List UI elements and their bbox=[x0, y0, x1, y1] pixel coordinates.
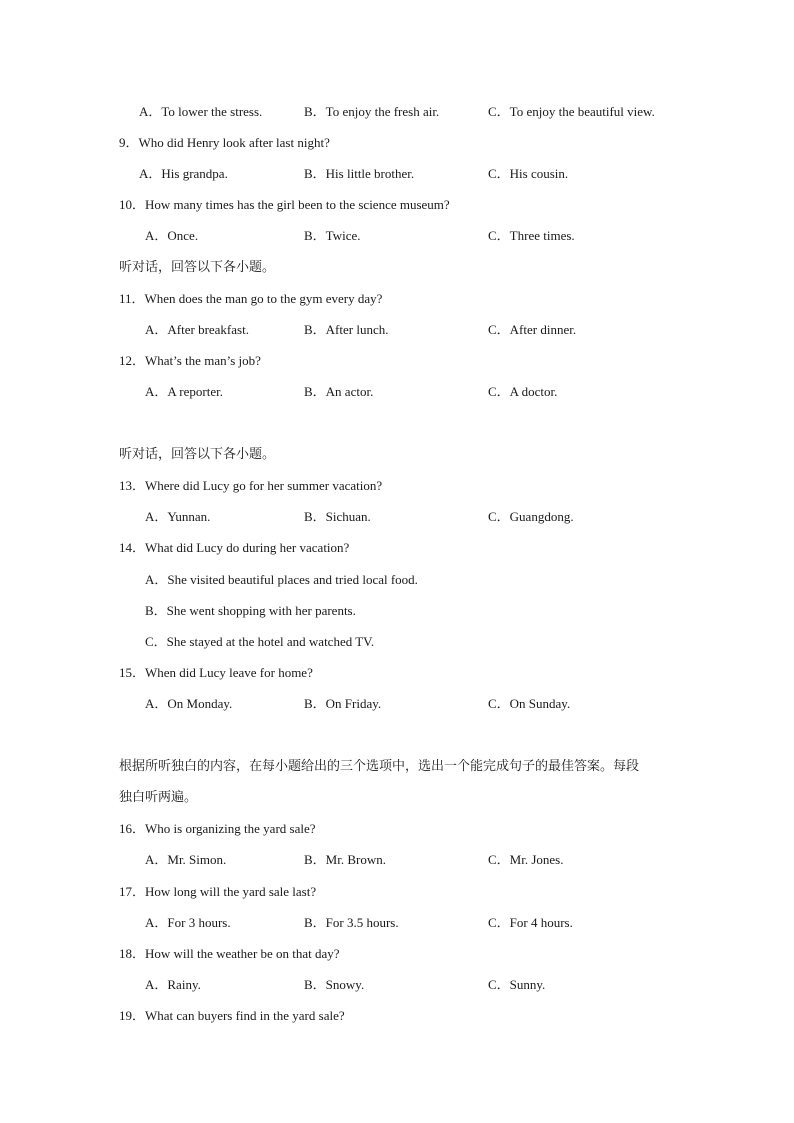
q17-option-a: A．For 3 hours. bbox=[145, 915, 231, 930]
question-11: 11．When does the man go to the gym every day? bbox=[119, 291, 383, 306]
section-instruction-3-line-1: 根据所听独白的内容，在每小题给出的三个选项中，选出一个能完成句子的最佳答案。每段 bbox=[119, 759, 640, 774]
q11-option-c: C．After dinner. bbox=[488, 322, 577, 337]
section-instruction-1: 听对话，回答以下各小题。 bbox=[119, 260, 276, 275]
q8-option-a: A．To lower the stress. bbox=[139, 104, 263, 119]
q15-option-a: A．On Monday. bbox=[145, 696, 233, 711]
question-12: 12．What’s the man’s job? bbox=[119, 353, 261, 368]
q16-option-b: B．Mr. Brown. bbox=[304, 852, 386, 867]
q12-option-c: C．A doctor. bbox=[488, 384, 558, 399]
q9-option-b: B．His little brother. bbox=[304, 166, 415, 181]
q13-option-b: B．Sichuan. bbox=[304, 509, 371, 524]
q15-option-b: B．On Friday. bbox=[304, 696, 382, 711]
q10-option-c: C．Three times. bbox=[488, 228, 575, 243]
q18-option-c: C．Sunny. bbox=[488, 977, 546, 992]
q8-option-c: C．To enjoy the beautiful view. bbox=[488, 104, 655, 119]
q14-option-c: C．She stayed at the hotel and watched TV. bbox=[145, 634, 375, 649]
q10-option-b: B．Twice. bbox=[304, 228, 361, 243]
section-instruction-3-line-2: 独白听两遍。 bbox=[119, 790, 198, 805]
q11-option-a: A．After breakfast. bbox=[145, 322, 249, 337]
question-14: 14．What did Lucy do during her vacation? bbox=[119, 540, 350, 555]
section-instruction-2: 听对话，回答以下各小题。 bbox=[119, 447, 276, 462]
q16-option-a: A．Mr. Simon. bbox=[145, 852, 227, 867]
q14-option-a: A．She visited beautiful places and tried local food. bbox=[145, 572, 418, 587]
question-9: 9．Who did Henry look after last night? bbox=[119, 135, 330, 150]
q13-option-c: C．Guangdong. bbox=[488, 509, 574, 524]
question-13: 13．Where did Lucy go for her summer vacation? bbox=[119, 478, 383, 493]
q13-option-a: A．Yunnan. bbox=[145, 509, 211, 524]
q8-option-b: B．To enjoy the fresh air. bbox=[304, 104, 440, 119]
q11-option-b: B．After lunch. bbox=[304, 322, 389, 337]
q9-option-c: C．His cousin. bbox=[488, 166, 569, 181]
question-17: 17．How long will the yard sale last? bbox=[119, 884, 317, 899]
q10-option-a: A．Once. bbox=[145, 228, 199, 243]
question-16: 16．Who is organizing the yard sale? bbox=[119, 821, 316, 836]
question-10: 10．How many times has the girl been to the science museum? bbox=[119, 197, 450, 212]
question-18: 18．How will the weather be on that day? bbox=[119, 946, 340, 961]
q16-option-c: C．Mr. Jones. bbox=[488, 852, 564, 867]
q15-option-c: C．On Sunday. bbox=[488, 696, 571, 711]
q18-option-a: A．Rainy. bbox=[145, 977, 201, 992]
q9-option-a: A．His grandpa. bbox=[139, 166, 228, 181]
question-15: 15．When did Lucy leave for home? bbox=[119, 665, 313, 680]
q14-option-b: B．She went shopping with her parents. bbox=[145, 603, 356, 618]
q12-option-b: B．An actor. bbox=[304, 384, 374, 399]
q12-option-a: A．A reporter. bbox=[145, 384, 223, 399]
q17-option-c: C．For 4 hours. bbox=[488, 915, 573, 930]
question-19: 19．What can buyers find in the yard sale? bbox=[119, 1008, 345, 1023]
q18-option-b: B．Snowy. bbox=[304, 977, 365, 992]
q17-option-b: B．For 3.5 hours. bbox=[304, 915, 399, 930]
